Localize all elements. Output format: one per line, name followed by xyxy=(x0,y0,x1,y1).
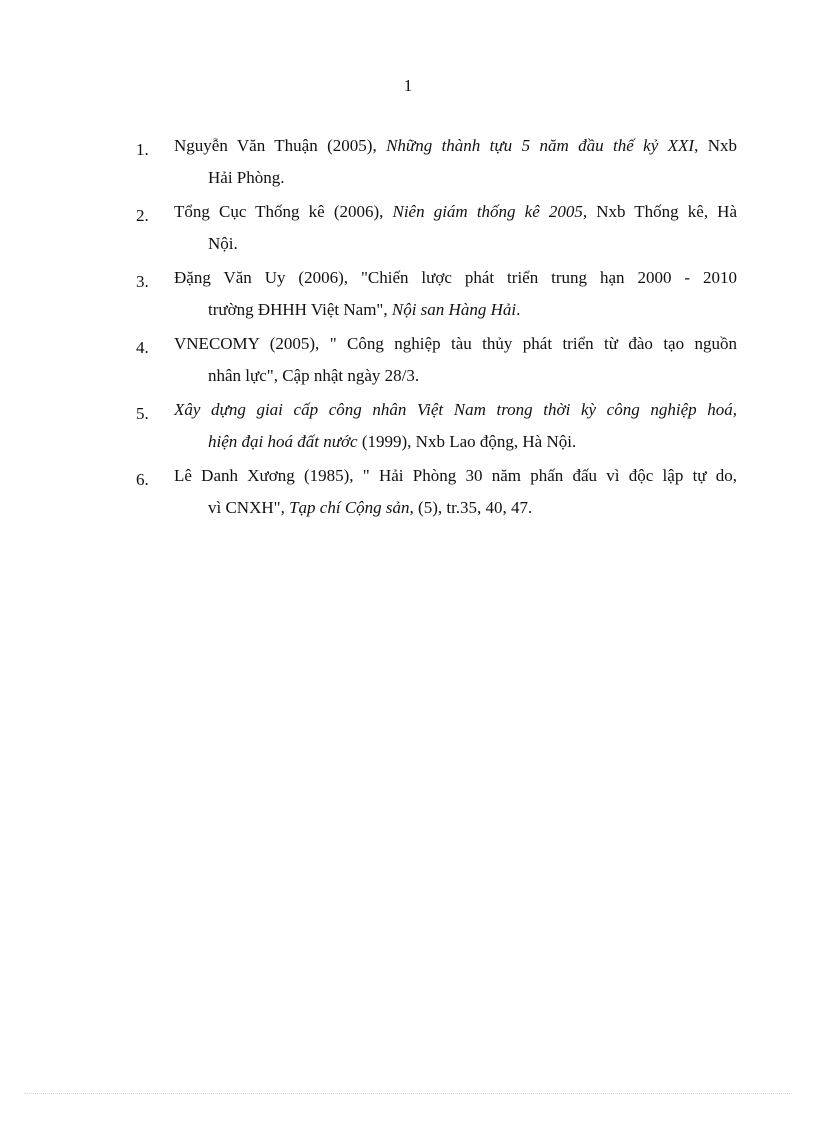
reference-segment: Hải Phòng. xyxy=(208,168,285,187)
reference-segment: . xyxy=(516,300,521,319)
page-number: 1 xyxy=(403,76,413,95)
reference-segment: , Nxb Thống kê, Hà xyxy=(582,202,738,221)
reference-title-italic: Nội san Hàng Hải xyxy=(391,300,517,319)
reference-segment: vì CNXH", xyxy=(208,498,290,517)
reference-number: 2. xyxy=(136,206,149,225)
reference-line1 xyxy=(174,460,737,492)
reference-item xyxy=(0,196,816,260)
reference-line2 xyxy=(174,162,737,194)
reference-line2 xyxy=(174,228,737,260)
reference-text xyxy=(174,328,737,392)
reference-number: 3. xyxy=(136,272,149,291)
reference-list xyxy=(0,130,816,526)
reference-number: 5. xyxy=(136,404,149,423)
reference-segment: Tổng Cục Thống kê (2006), xyxy=(174,202,393,221)
reference-segment: Nội. xyxy=(208,234,238,253)
page-bottom-divider xyxy=(24,1093,792,1094)
reference-line1 xyxy=(174,394,737,426)
reference-segment: nhân lực", Cập nhật ngày 28/3. xyxy=(208,366,420,385)
reference-item xyxy=(0,328,816,392)
reference-text xyxy=(174,130,737,194)
reference-segment: Nguyễn Văn Thuận (2005), xyxy=(174,136,387,155)
reference-segment: , (5), tr.35, 40, 47. xyxy=(409,498,533,517)
reference-title-italic: Xây dựng giai cấp công nhân Việt Nam trong thời kỳ công nghiệp hoá, xyxy=(174,400,737,419)
reference-line1 xyxy=(174,196,737,228)
reference-line1 xyxy=(174,328,737,360)
reference-item xyxy=(0,262,816,326)
reference-line1 xyxy=(174,130,737,162)
reference-text xyxy=(174,394,737,458)
reference-text xyxy=(174,196,737,260)
reference-segment: , Nxb xyxy=(694,136,737,155)
reference-line1 xyxy=(174,262,737,294)
reference-segment: trường ĐHHH Việt Nam", xyxy=(208,300,392,319)
reference-item xyxy=(0,460,816,524)
reference-title-italic: Tạp chí Cộng sản xyxy=(289,498,410,517)
reference-item xyxy=(0,394,816,458)
reference-line2 xyxy=(174,426,737,458)
reference-number: 4. xyxy=(136,338,149,357)
reference-line2 xyxy=(174,492,737,524)
reference-segment: Đặng Văn Uy (2006), "Chiến lược phát triển trung hạn 2000 - 2010 xyxy=(174,268,737,287)
reference-text xyxy=(174,262,737,326)
reference-number: 1. xyxy=(136,140,149,159)
reference-title-italic: Niên giám thống kê 2005 xyxy=(392,202,583,221)
reference-title-italic: Những thành tựu 5 năm đầu thế kỷ XXI xyxy=(386,136,695,155)
reference-segment: VNECOMY (2005), " Công nghiệp tàu thủy phát triển từ đào tạo nguồn xyxy=(174,334,737,353)
reference-segment: Lê Danh Xương (1985), " Hải Phòng 30 năm phấn đấu vì độc lập tự do, xyxy=(174,466,737,485)
reference-number: 6. xyxy=(136,470,149,489)
reference-line2 xyxy=(174,294,737,326)
reference-item xyxy=(0,130,816,194)
reference-line2 xyxy=(174,360,737,392)
reference-title-italic: hiện đại hoá đất nước xyxy=(208,432,358,451)
reference-text xyxy=(174,460,737,524)
reference-segment: (1999), Nxb Lao động, Hà Nội. xyxy=(357,432,577,451)
